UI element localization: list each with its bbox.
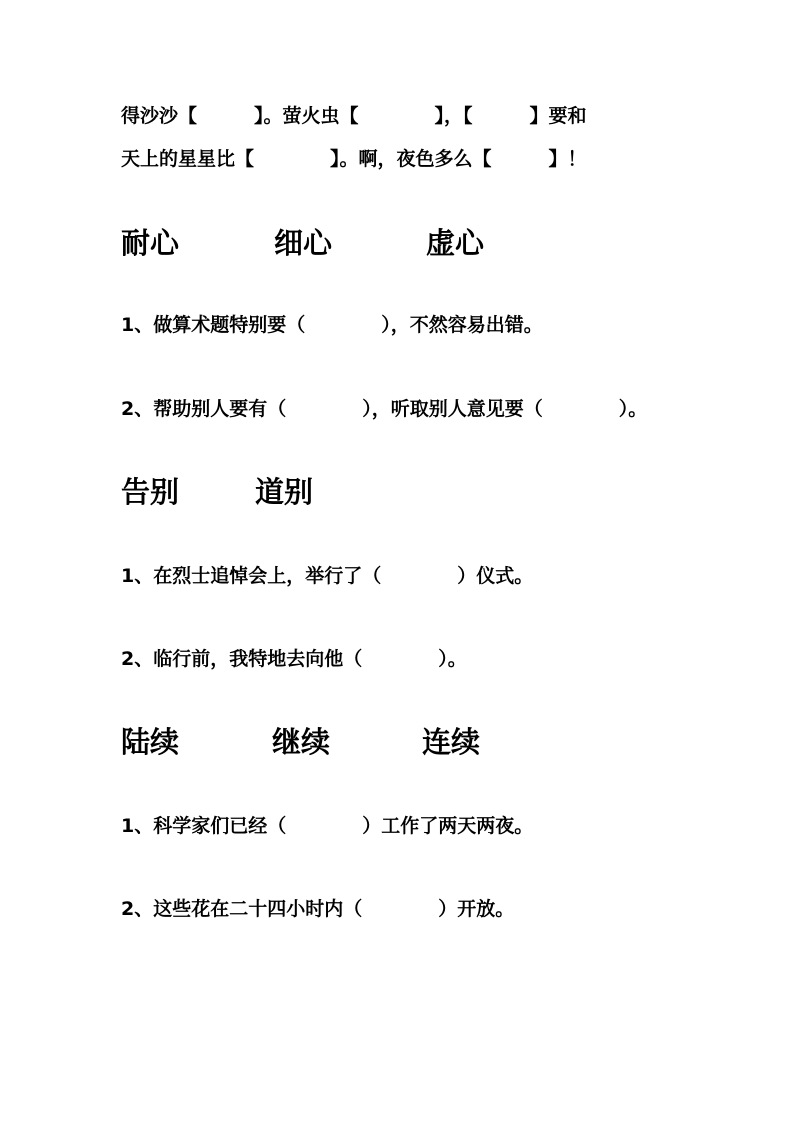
word-option: 虚心 bbox=[426, 226, 485, 260]
word-option: 道别 bbox=[255, 475, 314, 509]
word-option: 继续 bbox=[272, 725, 331, 759]
question-line: 2、这些花在二十四小时内（ ）开放。 bbox=[121, 898, 515, 920]
word-option: 连续 bbox=[422, 725, 481, 759]
question-line: 2、帮助别人要有（ ），听取别人意见要（ ）。 bbox=[121, 398, 648, 420]
question-line: 1、科学家们已经（ ）工作了两天两夜。 bbox=[121, 815, 534, 837]
question-line: 1、在烈士追悼会上，举行了（ ）仪式。 bbox=[121, 565, 534, 587]
word-option: 耐心 bbox=[121, 226, 180, 260]
word-choice-heading-2 bbox=[121, 475, 314, 577]
word-option: 告别 bbox=[121, 475, 180, 509]
intro-line-1: 得沙沙【 】。萤火虫【 】，【 】要和 bbox=[121, 105, 587, 127]
question-line: 2、临行前，我特地去向他（ ）。 bbox=[121, 648, 467, 670]
intro-line-2: 天上的星星比【 】。啊，夜色多么【 】！ bbox=[121, 148, 587, 170]
question-line: 1、做算术题特别要（ ），不然容易出错。 bbox=[121, 314, 543, 336]
word-option: 陆续 bbox=[121, 725, 180, 759]
word-option: 细心 bbox=[274, 226, 333, 260]
